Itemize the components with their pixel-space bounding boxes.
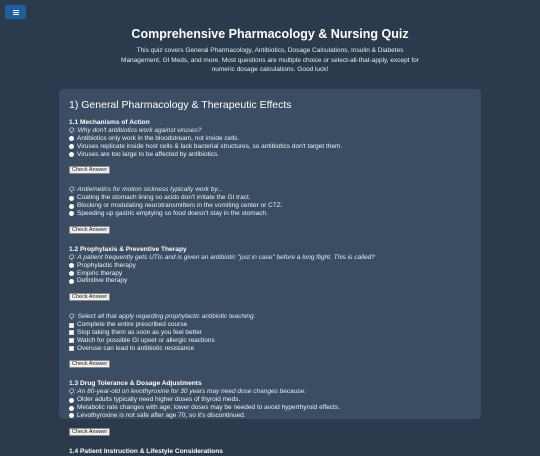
menu-icon [13, 10, 19, 15]
question-block [69, 313, 471, 370]
question-text: Q: Why don't antibiotics work against viruses? [69, 127, 202, 134]
answer-option[interactable] [69, 194, 471, 202]
check-answer-button[interactable]: Check Answer [69, 360, 110, 368]
radio-button[interactable] [69, 144, 74, 149]
answer-option[interactable] [69, 135, 471, 143]
radio-button[interactable] [69, 398, 74, 403]
option-label: Watch for possible GI upset or allergic reactions [77, 336, 215, 344]
answer-option[interactable] [69, 202, 471, 210]
radio-button[interactable] [69, 406, 74, 411]
question-list [69, 119, 471, 456]
subsection-title: 1.2 Prophylaxis & Preventive Therapy [69, 245, 187, 253]
menu-button[interactable] [5, 5, 26, 19]
answer-option[interactable] [69, 337, 471, 345]
answer-option[interactable] [69, 277, 471, 285]
section-title: 1) General Pharmacology & Therapeutic Effects [69, 99, 292, 111]
option-label: Overuse can lead to antibiotic resistance [77, 344, 195, 352]
radio-button[interactable] [69, 263, 74, 268]
option-label: Complete the entire prescribed course [77, 321, 188, 329]
checkbox[interactable] [69, 323, 74, 328]
check-answer-button[interactable]: Check Answer [69, 166, 110, 174]
section-card [59, 89, 481, 455]
radio-button[interactable] [69, 211, 74, 216]
question-block [69, 448, 471, 456]
question-block [69, 380, 471, 437]
answer-option[interactable] [69, 321, 471, 329]
radio-button[interactable] [69, 204, 74, 209]
option-label: Empiric therapy [77, 269, 123, 277]
option-label: Blocking or modulating neurotransmitters in the vomiting center or CTZ. [77, 202, 283, 210]
radio-button[interactable] [69, 279, 74, 284]
checkbox[interactable] [69, 338, 74, 343]
answer-option[interactable] [69, 412, 471, 420]
radio-button[interactable] [69, 136, 74, 141]
option-label: Levothyroxine is not safe after age 70, so it's discontinued. [77, 411, 246, 419]
answer-option[interactable] [69, 210, 471, 218]
answer-option[interactable] [69, 270, 471, 278]
question-block [69, 119, 471, 176]
subsection-title: 1.3 Drug Tolerance & Dosage Adjustments [69, 380, 202, 388]
question-text: Q: A patient frequently gets UTIs and is given an antibiotic "just in case" before a long flight. This is called? [69, 253, 375, 261]
option-label: Stop taking them as soon as you feel better [77, 328, 203, 336]
check-answer-button[interactable]: Check Answer [69, 293, 110, 301]
checkbox[interactable] [69, 330, 74, 335]
option-label: Speeding up gastric emptying so food doesn't stay in the stomach. [77, 209, 268, 217]
intro-text: This quiz covers General Pharmacology, Antibiotics, Dosage Calculations, Insulin & Diabetes Management, GI Meds, and more. Most questions are multiple choice or select-all-that-apply, except for numeric dosage calculations. Good luck! [121, 47, 419, 74]
answer-option[interactable] [69, 262, 471, 270]
answer-option[interactable] [69, 329, 471, 337]
option-label: Prophylactic therapy [77, 261, 136, 269]
question-text: Q: Select all that apply regarding prophylactic antibiotic teaching: [69, 313, 256, 321]
page-title: Comprehensive Pharmacology & Nursing Quiz [131, 27, 409, 41]
check-answer-button[interactable]: Check Answer [69, 226, 110, 234]
subsection-title: 1.4 Patient Instruction & Lifestyle Considerations [69, 447, 223, 455]
radio-button[interactable] [69, 413, 74, 418]
radio-button[interactable] [69, 152, 74, 157]
question-text: Q: An 80-year-old on levothyroxine for 30 years may need dose changes because: [69, 388, 307, 396]
question-block [69, 186, 471, 235]
subsection-title: 1.1 Mechanisms of Action [69, 119, 150, 126]
radio-button[interactable] [69, 196, 74, 201]
option-label: Definitive therapy [77, 277, 128, 285]
answer-option[interactable] [69, 345, 471, 353]
radio-button[interactable] [69, 271, 74, 276]
check-answer-button[interactable]: Check Answer [69, 428, 110, 436]
option-label: Antibiotics only work in the bloodstream, not inside cells. [77, 135, 240, 142]
option-label: Metabolic rate changes with age; lower doses may be needed to avoid hyperthyroid effects. [77, 404, 340, 412]
checkbox[interactable] [69, 346, 74, 351]
option-label: Viruses are too large to be affected by antibiotics. [77, 150, 220, 158]
option-label: Viruses replicate inside host cells & lack bacterial structures, so antibiotics don't target them. [77, 142, 343, 150]
answer-option[interactable] [69, 151, 471, 159]
answer-option[interactable] [69, 396, 471, 404]
question-text: Q: Antiemetics for motion sickness typically work by... [69, 186, 223, 194]
answer-option[interactable] [69, 143, 471, 151]
option-label: Coating the stomach lining so acids don't irritate the GI tract. [77, 194, 251, 202]
question-block [69, 246, 471, 303]
answer-option[interactable] [69, 404, 471, 412]
option-label: Older adults typically need higher doses of thyroid meds. [77, 396, 241, 404]
